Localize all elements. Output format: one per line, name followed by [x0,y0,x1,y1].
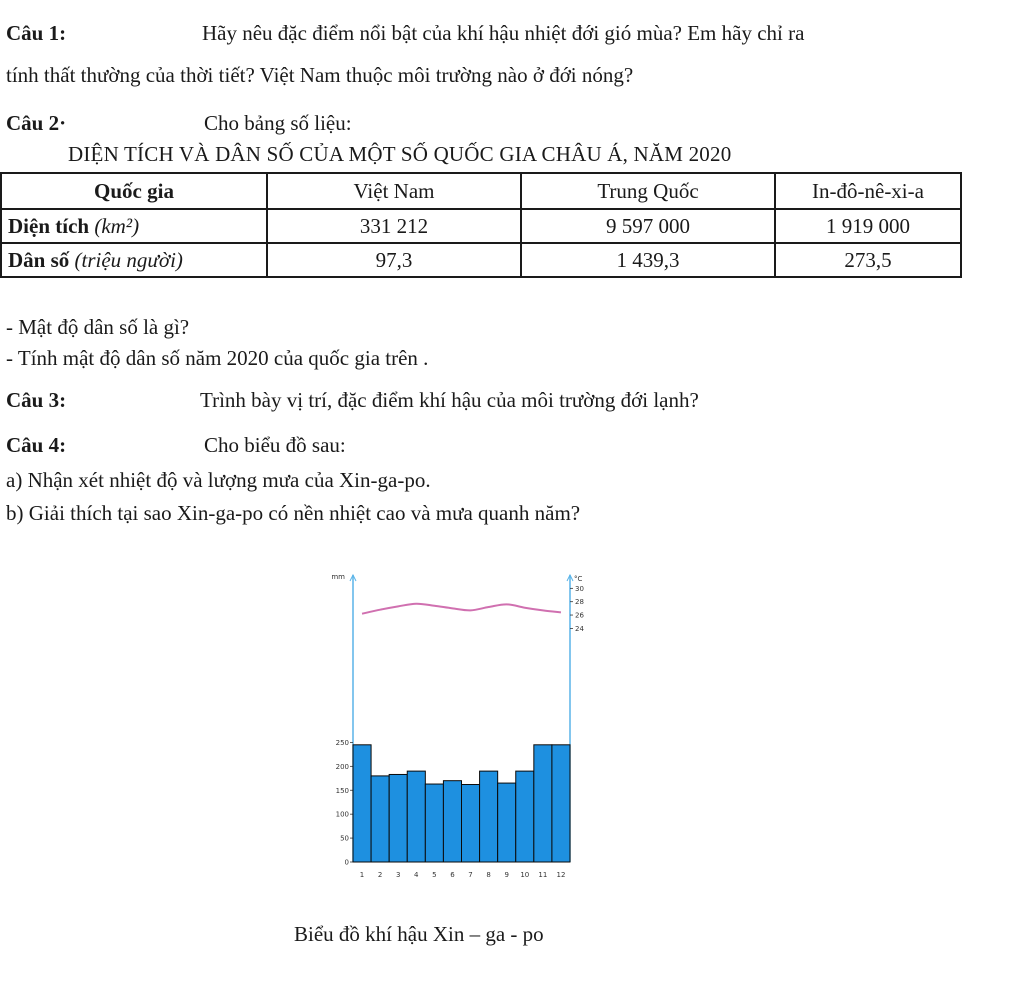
rain-bar [552,745,570,862]
row-header [1,243,267,277]
header-cell: In-đô-nê-xi-a [775,173,961,209]
data-table [0,172,962,278]
question-2-line [6,110,352,136]
row-header [1,209,267,243]
question-4-b: b) Giải thích tại sao Xin-ga-po có nền nhiệt cao và mưa quanh năm? [6,501,581,525]
table-cell: 9 597 000 [521,209,775,243]
rain-bar [462,785,480,862]
table-header-row [1,173,961,209]
left-tick-label: 150 [335,786,349,795]
rain-bar [389,774,407,862]
table-row [1,243,961,277]
left-tick-label: 0 [344,858,349,867]
x-tick-label: 12 [556,871,566,879]
left-tick-label: 50 [340,834,349,843]
question-3-label: Câu 3: [6,388,67,412]
x-tick-label: 5 [432,871,437,879]
rain-bar [480,771,498,862]
question-4-text: Cho biểu đồ sau: [204,433,346,457]
question-2-label: Câu 2· [6,111,67,135]
x-tick-label: 1 [359,871,365,879]
right-axis-label: °C [574,575,583,583]
right-tick-label: 24 [575,624,584,633]
table-cell: 1 439,3 [521,243,775,277]
question-1-label: Câu 1: [6,21,67,45]
right-tick-label: 28 [575,598,584,607]
row-unit: (km²) [94,214,140,238]
left-tick-label: 100 [335,810,349,819]
right-tick-label: 26 [575,611,584,620]
question-4-a: a) Nhận xét nhiệt độ và lượng mưa của Xin-ga-po. [6,468,431,492]
left-axis-label: mm [331,573,345,581]
table-cell: 273,5 [775,243,961,277]
climate-chart [300,560,620,890]
rain-bar [534,745,552,862]
rain-bar [425,784,443,862]
table-cell: 1 919 000 [775,209,961,243]
question-2-sub-2: - Tính mật độ dân số năm 2020 của quốc gia trên . [6,346,429,370]
x-tick-label: 11 [538,871,548,879]
rain-bar [371,776,389,862]
question-2-sub-1: - Mật độ dân số là gì? [6,315,190,339]
header-cell: Việt Nam [267,173,521,209]
question-1-text: Hãy nêu đặc điểm nổi bật của khí hậu nhiệt đới gió mùa? Em hãy chỉ ra [202,21,805,45]
right-tick-label: 30 [575,584,584,593]
table-cell: 331 212 [267,209,521,243]
x-tick-label: 3 [395,871,401,879]
question-3-text: Trình bày vị trí, đặc điểm khí hậu của môi trường đới lạnh? [200,388,699,412]
table-cell: 97,3 [267,243,521,277]
rain-bar [516,771,534,862]
table-title: DIỆN TÍCH VÀ DÂN SỐ CỦA MỘT SỐ QUỐC GIA CHÂU Á, NĂM 2020 [68,142,732,166]
question-1-line-1 [6,20,805,46]
row-label: Dân số [8,248,70,272]
x-tick-label: 6 [450,871,455,879]
chart-caption: Biểu đồ khí hậu Xin – ga - po [294,922,544,946]
temperature-line [362,604,561,614]
rain-bar [407,771,425,862]
x-tick-label: 7 [468,871,473,879]
header-cell: Trung Quốc [521,173,775,209]
x-tick-label: 8 [486,871,491,879]
x-tick-label: 4 [414,871,419,879]
rain-bar [498,783,516,862]
row-label: Diện tích [8,214,90,238]
rain-bar [443,781,461,862]
x-tick-label: 9 [504,871,509,879]
rain-bar [353,745,371,862]
left-tick-label: 250 [335,738,349,747]
question-1-line-2: tính thất thường của thời tiết? Việt Nam thuộc môi trường nào ở đới nóng? [6,63,634,87]
question-3-line [6,387,699,413]
question-2-text: Cho bảng số liệu: [204,111,352,135]
question-4-line [6,432,346,458]
header-cell: Quốc gia [1,173,267,209]
row-unit: (triệu người) [74,248,183,272]
left-tick-label: 200 [335,762,349,771]
x-tick-label: 10 [520,871,530,879]
table-row [1,209,961,243]
x-tick-label: 2 [377,871,383,879]
question-4-label: Câu 4: [6,433,67,457]
